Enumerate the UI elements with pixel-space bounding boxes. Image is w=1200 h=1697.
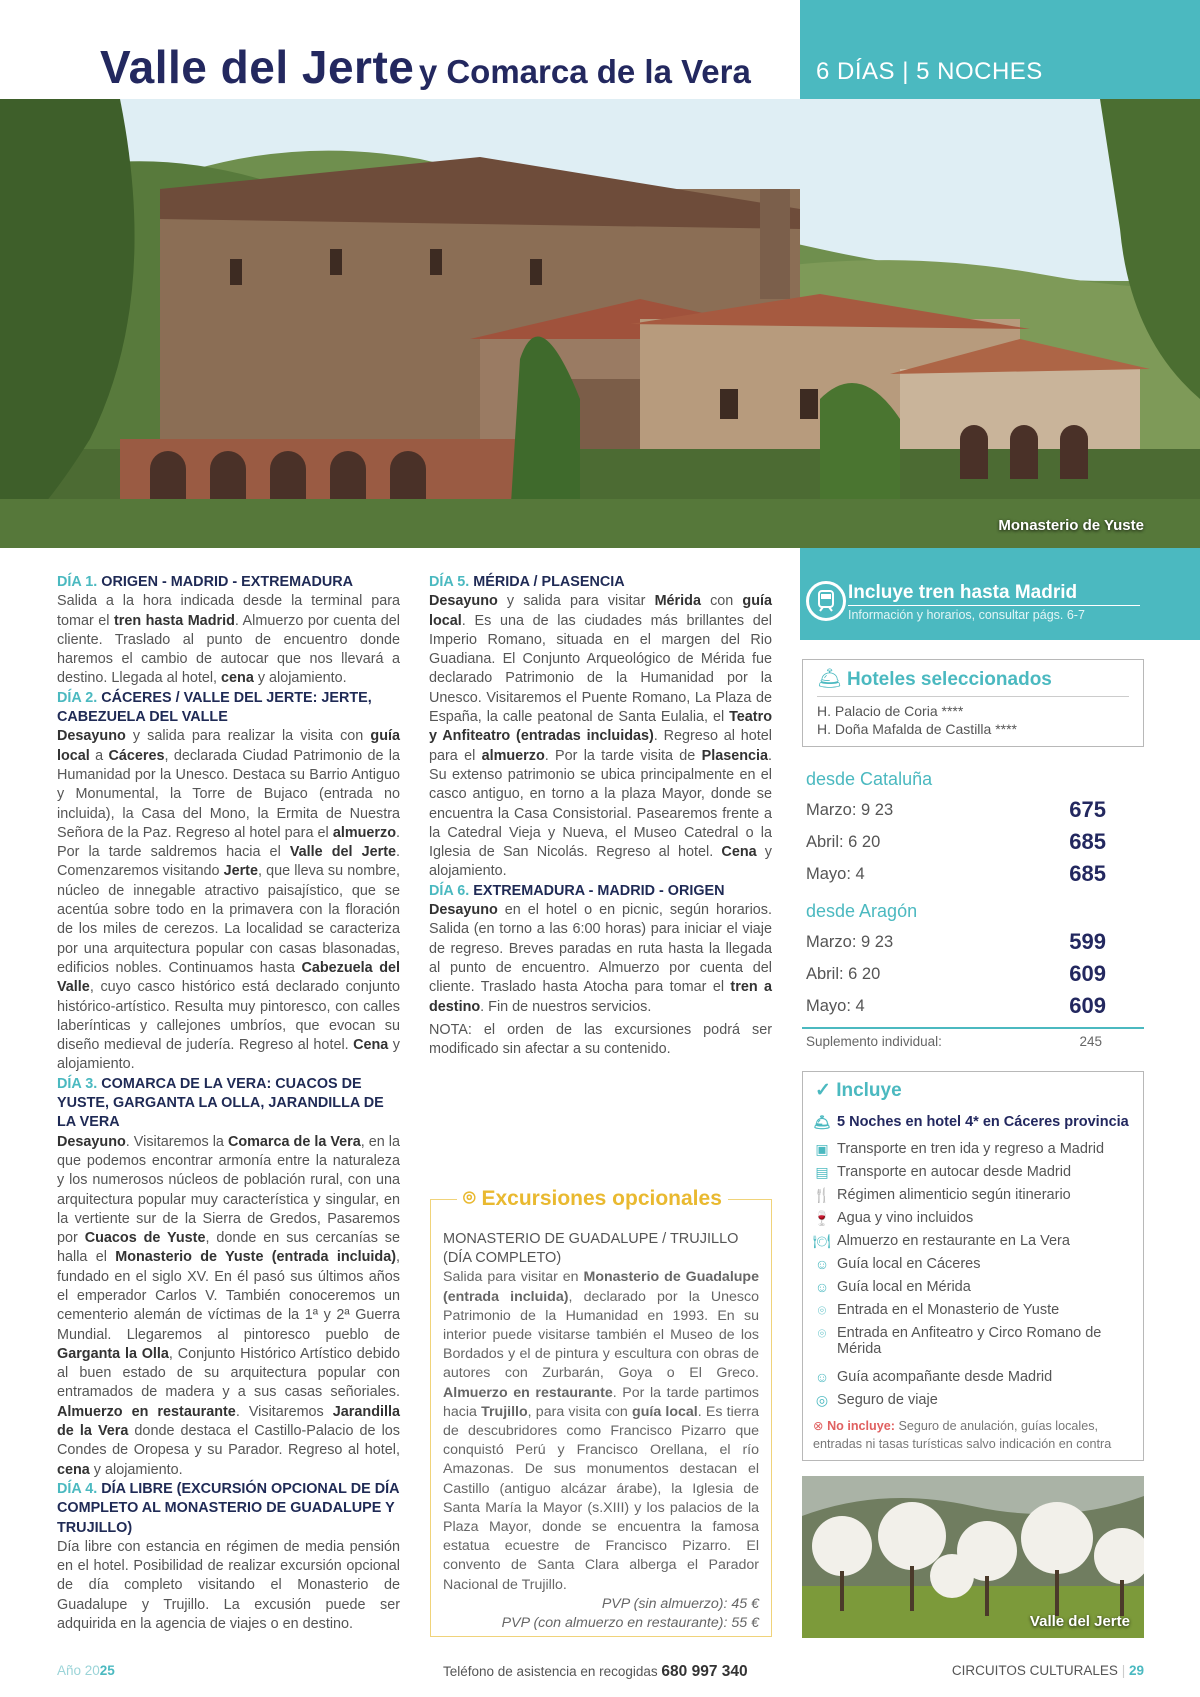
train-divider bbox=[848, 605, 1140, 606]
meal-icon: 🍽 bbox=[813, 1233, 831, 1249]
bus-icon: ▤ bbox=[815, 1164, 829, 1180]
excursion-text: Salida para visitar en Monasterio de Guadalupe (entrada incluida), declarado por la Unesco Patrimonio de la Humanidad en 1993. En su interior puede visitarse también el Museo de los Bordados y el de pintura y escultura con obras de autores con Zurbarán, Goya o El Greco. Almuerzo en restaurante. Por la tarde partimos hacia Trujillo, para visita con guía local. Es tierra de descubridores como Francisco Pizarro que conquistó Perú y Francisco Orellana, el río Amazonas. De sus monumentos destacan el Castillo (antiguo alcázar árabe), la Iglesia de Santa María la Mayor (s.XIII) y los palacios de la Plaza Mayor, donde se encuentra la famosa estatua ecuestre de Francisco Pizarro. El convento de Santa Clara alberga el Parador Nacional de Trujillo. bbox=[443, 1269, 760, 1593]
train-title: Incluye tren hasta Madrid bbox=[848, 582, 1078, 603]
check-icon: ✓ bbox=[815, 1080, 831, 1101]
incluye-title: ✓ Incluye bbox=[815, 1080, 902, 1101]
incluye-box bbox=[802, 1071, 1144, 1461]
price-region: desde Cataluña bbox=[806, 769, 933, 789]
day-text: Desayuno y salida para visitar Mérida con guía local. Es una de las ciudades más brillantes del Imperio Romano, situada en el margen del Rio Guadiana. El Conjunto Arqueológico de Mérida fue declarado Patrimonio de la Humanidad por la Unesco. Visitaremos el Puente Romano, La Plaza de España, la calle peatonal de Santa Eulalia, el Teatro y Anfiteatro (entradas incluidas). Regreso al hotel para el almuerzo. Por la tarde visita de Plasencia. Su extenso patrimonio se ubica principalmente en el casco antiguo, en torno a la plaza Mayor, donde se encuentra la Casa Consistorial. Pasearemos frente a la Catedral Vieja y Nueva, el Museo Catedral o la Iglesia de San Nicolás. Regreso al hotel. Cena y alojamiento. bbox=[429, 593, 772, 880]
hotel-bell-icon: 🛎 bbox=[817, 668, 843, 690]
photo-valle-del-jerte bbox=[802, 1476, 1144, 1638]
day-text: Salida a la hora indicada desde la terminal para tomar el tren hasta Madrid. Almuerzo por cuenta del cliente. Traslado al punto de encuentro donde haremos el cambio de autocar que nos llevará a destino. Llegada al hotel, cena y alojamiento. bbox=[57, 593, 400, 687]
guide-icon: ☺ bbox=[814, 1256, 830, 1272]
incluye-item: ⌾ Entrada en Anfiteatro y Circo Romano de Mérida bbox=[813, 1325, 1123, 1357]
incluye-item: 🍴 Régimen alimenticio según itinerario bbox=[813, 1187, 1071, 1203]
hoteles-title: Hoteles seleccionados bbox=[847, 669, 1052, 690]
location-pin-icon: ⌾ bbox=[463, 1187, 476, 1210]
day-text: Desayuno y salida para realizar la visita con guía local a Cáceres, declarada Ciudad Patrimonio de la Humanidad por la Unesco. Destaca su Barrio Antiguo y Monumental, la Torre de Bujaco (entrada no incluida), la Casa del Mono, la Ermita de Nuestra Señora de la Paz. Regreso al hotel para el almuerzo. Por la tarde saldremos hacia el Valle del Jerte. Comenzaremos visitando Jerte, que lleva su nombre, núcleo de innegable atractivo paisajístico, que se acentúa sobre todo en la primavera con la floración de los miles de cerezos. La localidad se caracteriza por una arquitectura popular con casas blasonadas, edificios nobles. Continuamos hasta Cabezuela del Valle, cuyo casco histórico está declarado conjunto histórico-artístico. Resulta muy pintoresco, con calles laberínticas y callejones umbríos, que evocan su diseño medieval de judería. Regreso al hotel. Cena y alojamiento. bbox=[57, 728, 400, 1073]
hoteles-list bbox=[817, 702, 1017, 738]
nota-text: NOTA: el orden de las excursiones podrá ser modificado sin afectar a su contenido. bbox=[429, 1021, 772, 1058]
incluye-item: 🍷 Agua y vino incluidos bbox=[813, 1210, 974, 1226]
day-text: Desayuno en el hotel o en picnic, según horarios. Salida (en torno a las 6:00 horas) para iniciar el viaje de regreso. Breves paradas en ruta hasta la llegada al punto de encuentro. Almuerzo por cuenta del cliente. Traslado hasta Atocha para tomar el tren a destino. Fin de nuestros servicios. bbox=[429, 902, 772, 1015]
hoteles-box bbox=[802, 659, 1144, 747]
price-row: Abril: 6 20 609 bbox=[806, 961, 1106, 986]
footer-phone: Teléfono de asistencia en recogidas 680 997 340 bbox=[443, 1663, 748, 1680]
photo2-caption: Valle del Jerte bbox=[1029, 1613, 1130, 1630]
price-row: Marzo: 9 23 599 bbox=[806, 929, 1106, 954]
hotel-item: H. Palacio de Coria **** bbox=[817, 703, 964, 719]
incluye-item: ☺ Guía local en Cáceres bbox=[814, 1256, 981, 1272]
guide-icon: ☺ bbox=[814, 1279, 830, 1295]
day-heading: DÍA 6. EXTREMADURA - MADRID - ORIGEN bbox=[429, 882, 725, 899]
excursiones-title: ⌾ Excursiones opcionales bbox=[457, 1187, 728, 1211]
guide-icon: ☺ bbox=[814, 1369, 830, 1385]
cross-icon: ⊗ bbox=[813, 1419, 824, 1433]
price-row: Mayo: 4 609 bbox=[806, 993, 1106, 1018]
train-subtitle: Información y horarios, consultar págs. 6-7 bbox=[848, 608, 1085, 622]
incluye-item: ⌾ Entrada en el Monasterio de Yuste bbox=[813, 1302, 1059, 1319]
day-text: Día libre con estancia en régimen de media pensión en el hotel. Posibilidad de realizar excursión opcional de día completo visitando el Monasterio de Guadalupe y Trujillo. La excusión puede ser adquirida en la agencia de viajes o en destino. bbox=[57, 1538, 400, 1633]
train-icon bbox=[806, 581, 846, 621]
cutlery-icon: 🍴 bbox=[813, 1187, 831, 1203]
incluye-item: ☺ Guía acompañante desde Madrid bbox=[814, 1369, 1053, 1385]
excursiones-body bbox=[443, 1230, 759, 1633]
day-heading: DÍA 5. MÉRIDA / PLASENCIA bbox=[429, 574, 625, 590]
location-icon: ⌾ bbox=[817, 1302, 827, 1318]
day-heading: DÍA 3. COMARCA DE LA VERA: CUACOS DE YUSTE, GARGANTA LA OLLA, JARANDILLA DE LA VERA bbox=[57, 1075, 384, 1131]
incluye-item: ◎ Seguro de viaje bbox=[813, 1392, 938, 1409]
location-icon: ⌾ bbox=[817, 1325, 827, 1341]
price-region: desde Aragón bbox=[806, 901, 918, 921]
price-row: Marzo: 9 23 675 bbox=[806, 797, 1106, 822]
page-title bbox=[100, 40, 790, 94]
itinerary-column-2 bbox=[429, 573, 772, 1059]
excursion-subtitle: MONASTERIO DE GUADALUPE / TRUJILLO (DÍA COMPLETO) bbox=[443, 1231, 739, 1267]
hero-photo-monastery bbox=[0, 99, 1200, 548]
day-heading: DÍA 1. ORIGEN - MADRID - EXTREMADURA bbox=[57, 574, 354, 590]
price-row: Abril: 6 20 685 bbox=[806, 829, 1106, 854]
hoteles-divider bbox=[817, 696, 1129, 697]
day-heading: DÍA 2. CÁCERES / VALLE DEL JERTE: JERTE, CABEZUELA DEL VALLE bbox=[57, 689, 372, 726]
hero-caption: Monasterio de Yuste bbox=[998, 517, 1144, 534]
drink-icon: 🍷 bbox=[813, 1210, 831, 1226]
pvp-con-almuerzo: PVP (con almuerzo en restaurante): 55 € bbox=[501, 1615, 759, 1632]
day-text: Desayuno. Visitaremos la Comarca de la Vera, en la que podemos encontrar armonía entre la naturaleza y los numerosos núcleos de población rural, con una arquitectura popular muy característica y singular, en la vertiente sur de la Sierra de Gredos, Pasaremos por Cuacos de Yuste, donde en sus cercanías se halla el Monasterio de Yuste (entrada incluida), fundado en el siglo XV. En él pasó sus últimos años el emperador Carlos V. También conoceremos un cementerio alemán de víctimas de la 1ª y 2ª Guerra Mundial. Llegaremos al pintoresco pueblo de Garganta la Olla, Conjunto Histórico Artístico debido al buen estado de su arquitectura popular con entramados de madera y a sus casas señoriales. Almuerzo en restaurante. Visitaremos Jarandilla de la Vera donde destaca el Castillo-Palacio de los Condes de Oropesa y su Parador. Regreso al hotel, cena y alojamiento. bbox=[57, 1133, 401, 1478]
price-divider bbox=[802, 1027, 1144, 1029]
incluye-item: ☺ Guía local en Mérida bbox=[814, 1279, 971, 1295]
monastery-illustration bbox=[0, 99, 1200, 548]
suplemento-row: Suplemento individual: 245 bbox=[806, 1034, 1102, 1049]
title-main: Valle del Jerte bbox=[100, 41, 415, 93]
hotel-bell-icon: 🛎 bbox=[813, 1114, 831, 1130]
insurance-icon: ◎ bbox=[815, 1392, 829, 1408]
footer-year: Año 2025 bbox=[57, 1663, 115, 1678]
hotel-item: H. Doña Mafalda de Castilla **** bbox=[817, 721, 1017, 737]
day-heading: DÍA 4. DÍA LIBRE (EXCURSIÓN OPCIONAL DE DÍA COMPLETO AL MONASTERIO DE GUADALUPE Y TRUJILLO) bbox=[57, 1480, 399, 1536]
itinerary-column-1 bbox=[57, 573, 400, 1634]
price-row: Mayo: 4 685 bbox=[806, 861, 1106, 886]
no-incluye: ⊗ No incluye: Seguro de anulación, guías locales, entradas ni tasas turísticas salvo indicación en contra bbox=[813, 1419, 1112, 1451]
duration-text: 6 DÍAS | 5 NOCHES bbox=[816, 58, 1043, 85]
incluye-item: ▣ Transporte en tren ida y regreso a Madrid bbox=[813, 1141, 1104, 1158]
duration-banner bbox=[800, 0, 1200, 99]
incluye-highlight: 🛎 5 Noches en hotel 4* en Cáceres provincia bbox=[813, 1114, 1129, 1130]
title-rest: y Comarca de la Vera bbox=[418, 53, 751, 90]
train-banner bbox=[800, 548, 1200, 640]
incluye-item: ▤ Transporte en autocar desde Madrid bbox=[813, 1164, 1071, 1181]
train-icon: ▣ bbox=[815, 1141, 829, 1157]
incluye-item: 🍽 Almuerzo en restaurante en La Vera bbox=[813, 1233, 1070, 1249]
footer-section: CIRCUITOS CULTURALES | 29 bbox=[951, 1663, 1144, 1678]
pvp-sin-almuerzo: PVP (sin almuerzo): 45 € bbox=[601, 1595, 759, 1612]
excursiones-box bbox=[430, 1187, 772, 1637]
